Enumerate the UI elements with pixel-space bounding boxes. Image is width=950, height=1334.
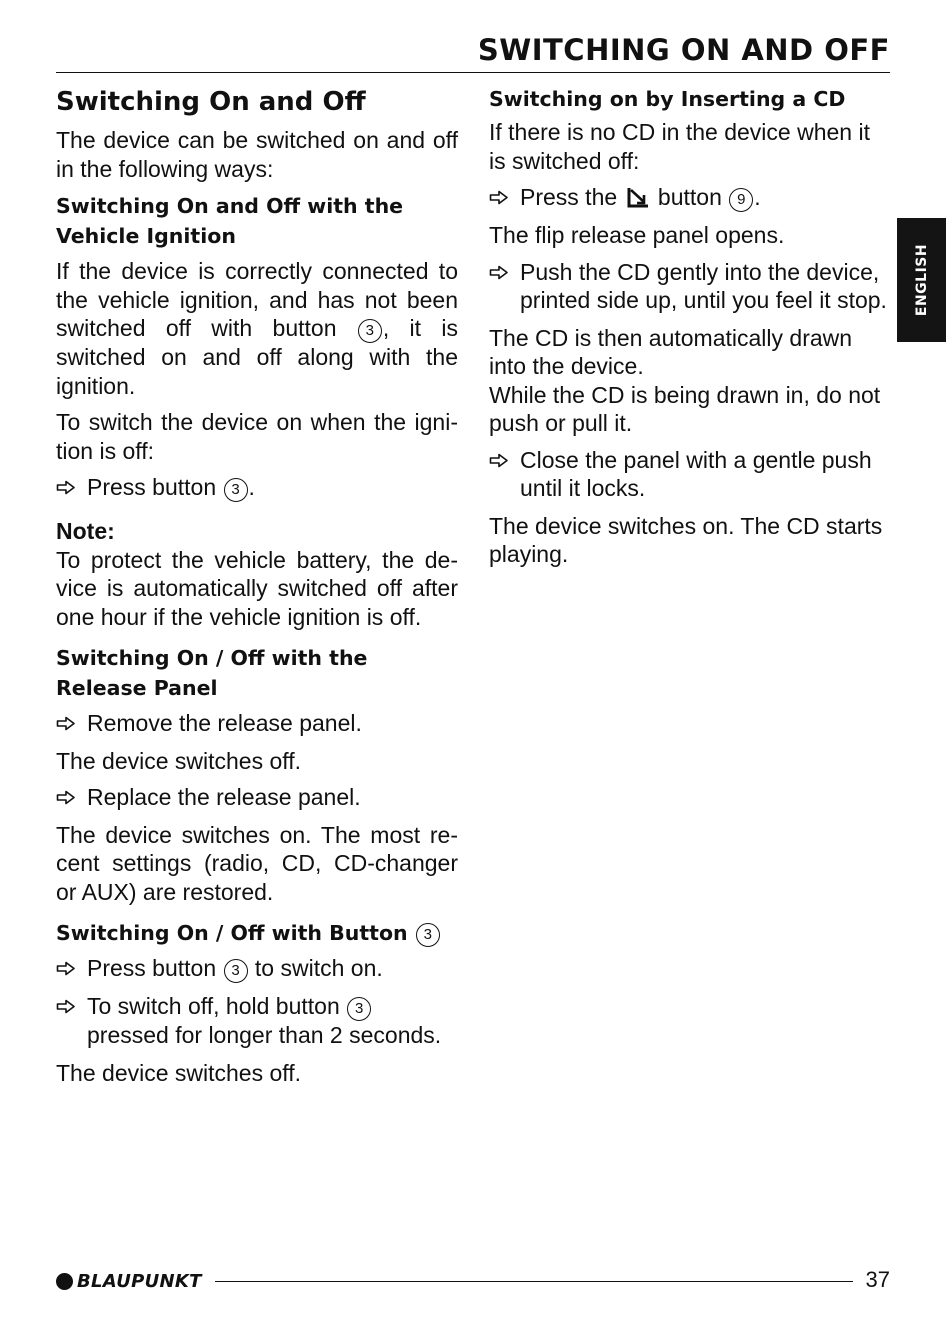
intro-paragraph: The device can be switched on and off in the following ways:	[56, 127, 458, 182]
restore-paragraph: The device switches on. The most re-cent settings (radio, CD, CD-changer or AUX) are restored.	[56, 821, 458, 905]
bullet-text: Close the panel with a gentle push until it locks.	[520, 446, 872, 501]
status-text: The device switches off.	[56, 747, 302, 774]
list-item	[489, 258, 890, 315]
button-heading-text: Switching On / Off with Button	[56, 921, 415, 945]
bullet-text-end: .	[248, 474, 255, 500]
bullet-text: Remove the release panel.	[87, 710, 362, 736]
ignition-text-a: If the device is correctly connected to the vehicle ignition, and has not been switched off with button	[56, 258, 458, 341]
flip-release-icon	[626, 186, 650, 208]
insert-cd-paragraph: If there is no CD in the device when it is switched off:	[489, 119, 870, 174]
list-item	[489, 446, 890, 503]
footer-divider	[215, 1281, 853, 1282]
section-title: Switching On and Off	[56, 87, 366, 117]
ignition-paragraph	[56, 257, 458, 400]
hollow-arrow-right-icon	[489, 190, 509, 205]
page-number: 37	[865, 1267, 890, 1292]
circled-number-icon: 3	[416, 923, 440, 947]
bullet-text: Replace the release panel.	[87, 784, 361, 810]
bullet-text: Press button	[87, 474, 223, 500]
note-text: To protect the vehicle battery, the de-vice is automatically switched off after one hour if the vehicle ignition is off.	[56, 546, 458, 630]
brand-logo	[56, 1269, 202, 1293]
bullet-text-end: pressed for longer than 2 seconds.	[87, 1022, 442, 1048]
hollow-arrow-right-icon	[489, 265, 509, 280]
language-tab-label: ENGLISH	[913, 243, 930, 317]
bullet-text: To switch off, hold button	[87, 993, 347, 1019]
circled-number-icon: 3	[224, 959, 248, 983]
bullet-text: Push the CD gently into the device, printed side up, until you feel it stop.	[520, 258, 887, 313]
bullet-text-mid: button	[651, 184, 729, 210]
hollow-arrow-right-icon	[56, 961, 76, 976]
list-item	[56, 473, 458, 502]
ignition-text-b: , it is switched on and off along with the ignition.	[56, 315, 458, 399]
button-heading	[56, 918, 458, 948]
hollow-arrow-right-icon	[56, 480, 76, 495]
circled-number-icon: 9	[729, 188, 753, 212]
left-column	[56, 84, 458, 1095]
status-text: The device switches on. The CD starts playing.	[489, 512, 883, 567]
page-header-title: SWITCHING ON AND OFF	[477, 33, 890, 67]
hollow-arrow-right-icon	[56, 999, 76, 1014]
status-text: The flip release panel opens.	[489, 222, 785, 248]
insert-cd-heading: Switching on by Inserting a CD	[489, 87, 846, 111]
status-text: The device switches off.	[56, 1059, 302, 1086]
list-item	[56, 992, 458, 1050]
language-tab	[897, 218, 946, 342]
hollow-arrow-right-icon	[56, 716, 76, 731]
bullet-text: Press button	[87, 955, 223, 981]
list-item	[56, 709, 458, 738]
circled-number-icon: 3	[358, 319, 382, 343]
bullet-text-end: to switch on.	[248, 955, 383, 981]
hollow-arrow-right-icon	[56, 790, 76, 805]
list-item	[489, 183, 890, 212]
header-divider	[56, 72, 890, 73]
hollow-arrow-right-icon	[489, 453, 509, 468]
note-title: Note:	[56, 518, 115, 544]
right-column	[489, 84, 890, 577]
logo-dot-icon	[56, 1273, 73, 1290]
brand-name: BLAUPUNKT	[77, 1270, 202, 1292]
bullet-text: Press the	[520, 184, 624, 210]
list-item	[56, 783, 458, 812]
release-panel-heading: Switching On / Off with the Release Panel	[56, 646, 368, 700]
drawn-in-paragraph: The CD is then automatically drawn into the device.	[489, 324, 853, 379]
list-item	[56, 954, 458, 983]
ignition-heading: Switching On and Off with the Vehicle Ignition	[56, 194, 404, 248]
bullet-text-end: .	[754, 184, 761, 210]
ignition-instruction: To switch the device on when the igni-tion is off:	[56, 409, 458, 464]
circled-number-icon: 3	[347, 997, 371, 1021]
circled-number-icon: 3	[224, 478, 248, 502]
warning-paragraph: While the CD is being drawn in, do not push or pull it.	[489, 381, 881, 436]
